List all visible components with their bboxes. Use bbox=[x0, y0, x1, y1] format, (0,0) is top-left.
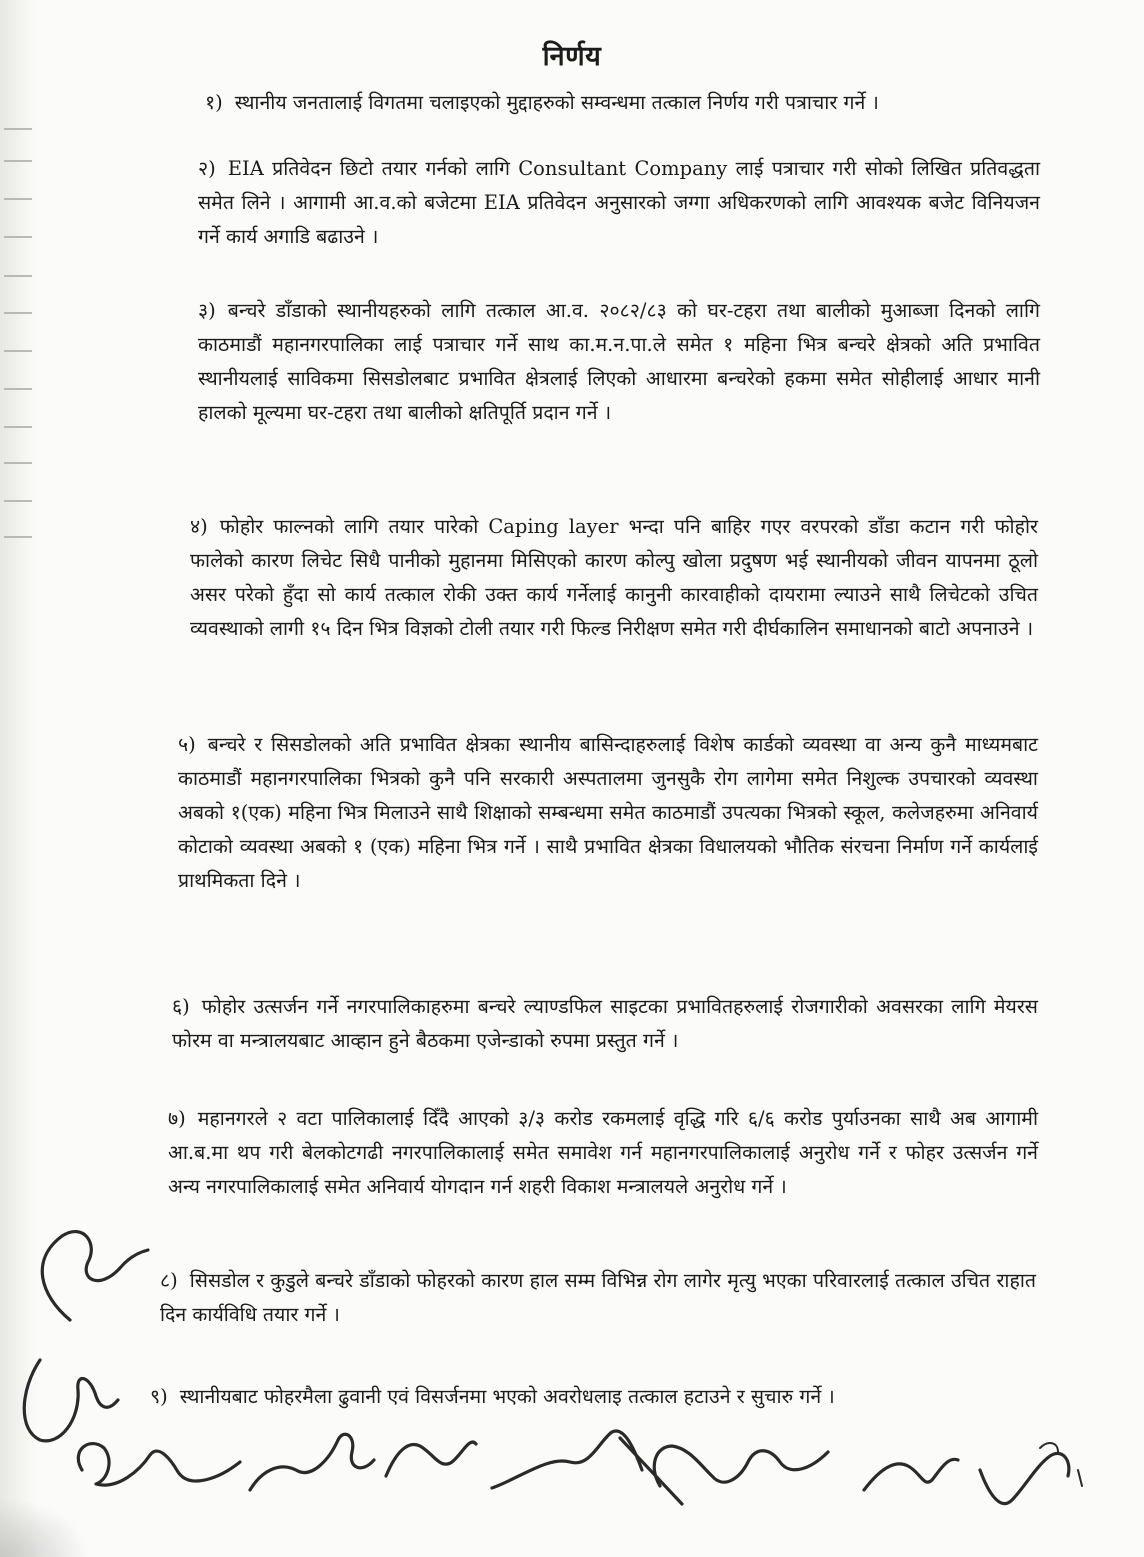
item-number: ६) bbox=[172, 995, 190, 1018]
item-number: ५) bbox=[178, 733, 196, 756]
item-text: सिसडोल र कुडुले बन्चरे डाँडाको फोहरको कारण हाल सम्म विभिन्न रोग लागेर मृत्यु भएका परिवारलाई तत्काल उचित राहात दिन कार्यविधि तयार गर्ने । bbox=[160, 1269, 1036, 1326]
decision-item-1 bbox=[205, 86, 1025, 120]
item-text: बन्चरे डाँडाको स्थानीयहरुको लागि तत्काल आ.व. २०८२/८३ को घर-टहरा तथा बालीको मुआब्जा दिनको लागि काठमाडौं महानगरपालिका लाई पत्राचार गर्ने साथ का.म.न.पा.ले समेत १ महिना भित्र बन्चरे क्षेत्रको अति प्रभावित स्थानीयलाई साविकमा सिसडोलबाट प्रभावित क्षेत्रलाई लिएको आधारमा बन्चरेको हकमा समेत सोहीलाई आधार मानी हालको मूल्यमा घर-टहरा तथा बालीको क्षतिपूर्ति प्रदान गर्ने । bbox=[198, 299, 1040, 424]
signature bbox=[42, 1232, 148, 1320]
signature bbox=[864, 1459, 958, 1490]
signature bbox=[250, 1434, 374, 1490]
signature bbox=[492, 1431, 642, 1488]
edge-mark bbox=[4, 160, 32, 162]
edge-mark bbox=[4, 388, 32, 390]
decision-item-8 bbox=[160, 1264, 1036, 1332]
item-text: फोहोर फाल्नको लागि तयार पारेको Caping layer भन्दा पनि बाहिर गएर वरपरको डाँडा कटान गरी फोहोर फालेको कारण लिचेट सिधै पानीको मुहानमा मिसिएको कारण कोल्पु खोला प्रदुषण भई स्थानीयको जीवन यापनमा ठूलो असर परेको हुँदा सो कार्य तत्काल रोकी उक्त कार्य गर्नेलाई कानुनी कारवाहीको दायरामा ल्याउने साथै लिचेटको उचित व्यवस्थाको लागी १५ दिन भित्र विज्ञको टोली तयार गरी फिल्ड निरीक्षण समेत गरी दीर्घकालिन समाधानको बाटो अपनाउने । bbox=[190, 515, 1038, 640]
item-number: ७) bbox=[168, 1107, 186, 1130]
edge-mark bbox=[4, 275, 32, 277]
edge-mark bbox=[4, 128, 32, 130]
edge-mark bbox=[4, 536, 32, 538]
signature bbox=[386, 1442, 476, 1476]
item-text: महानगरले २ वटा पालिकालाई दिँदै आएको ३/३ करोड रकमलाई वृद्धि गरि ६/६ करोड पुर्याउनका साथै अब आगामी आ.ब.मा थप गरी बेलकोटगढी नगरपालिकालाई समेत समावेश गर्न महानगरपालिकालाई अनुरोध गर्ने र फोहर उत्सर्जन गर्ने अन्य नगरपालिकालाई समेत अनिवार्य योगदान गर्न शहरी विकाश मन्त्रालयले अनुरोध गर्ने । bbox=[168, 1107, 1038, 1198]
signature bbox=[1078, 1470, 1082, 1486]
item-text: EIA प्रतिवेदन छिटो तयार गर्नको लागि Consultant Company लाई पत्राचार गरी सोको लिखित प्रतिवद्धता समेत लिने । आगामी आ.व.को बजेटमा EIA प्रतिवेदन अनुसारको जग्गा अधिकरणको लागि आवश्यक बजेट विनियजन गर्ने कार्य अगाडि बढाउने । bbox=[198, 157, 1040, 248]
decision-item-9 bbox=[150, 1380, 1040, 1414]
edge-mark bbox=[4, 462, 32, 464]
signature bbox=[980, 1453, 1069, 1503]
item-text: फोहोर उत्सर्जन गर्ने नगरपालिकाहरुमा बन्चरे ल्याण्डफिल साइटका प्रभावितहरुलाई रोजगारीको अवसरका लागि मेयरस फोरम वा मन्त्रालयबाट आव्हान हुने बैठकमा एजेन्डाको रुपमा प्रस्तुत गर्ने । bbox=[172, 995, 1038, 1052]
edge-mark bbox=[4, 198, 32, 200]
decision-item-4 bbox=[190, 510, 1038, 646]
signature bbox=[24, 1360, 118, 1441]
decision-item-3 bbox=[198, 294, 1040, 430]
item-number: ८) bbox=[160, 1269, 178, 1292]
decision-item-5 bbox=[178, 728, 1038, 898]
signature bbox=[654, 1446, 828, 1486]
scan-left-edge bbox=[0, 0, 38, 1557]
item-text: बन्चरे र सिसडोलको अति प्रभावित क्षेत्रका स्थानीय बासिन्दाहरुलाई विशेष कार्डको व्यवस्था वा अन्य कुनै माध्यमबाट काठमाडौं महानगरपालिका भित्रको कुनै पनि सरकारी अस्पतालमा जुनसुकै रोग लागेमा समेत निशुल्क उपचारको व्यवस्था अबको १(एक) महिना भित्र मिलाउने साथै शिक्षाको सम्बन्धमा समेत काठमाडौं उपत्यका भित्रको स्कूल, कलेजहरुमा अनिवार्य कोटाको व्यवस्था अबको १ (एक) महिना भित्र गर्ने । साथै प्रभावित क्षेत्रका विधालयको भौतिक संरचना निर्माण गर्ने कार्यलाई प्राथमिकता दिने । bbox=[178, 733, 1038, 892]
document-title: निर्णय bbox=[542, 41, 602, 72]
edge-mark bbox=[4, 236, 32, 238]
edge-mark bbox=[4, 312, 32, 314]
item-number: ९) bbox=[150, 1385, 168, 1408]
edge-mark bbox=[4, 350, 32, 352]
decision-item-6 bbox=[172, 990, 1038, 1058]
signature bbox=[620, 1438, 682, 1504]
decision-item-7 bbox=[168, 1102, 1038, 1204]
edge-mark bbox=[4, 500, 32, 502]
signature bbox=[1040, 1443, 1058, 1452]
item-number: ४) bbox=[190, 515, 208, 538]
signature bbox=[78, 1444, 240, 1486]
item-number: १) bbox=[205, 91, 223, 114]
scan-corner-shadow bbox=[0, 1497, 90, 1557]
item-text: स्थानीयबाट फोहरमैला ढुवानी एवं विसर्जनमा भएको अवरोधलाइ तत्काल हटाउने र सुचारु गर्ने । bbox=[179, 1385, 835, 1408]
item-number: २) bbox=[198, 157, 216, 180]
decision-item-2 bbox=[198, 152, 1040, 254]
item-text: स्थानीय जनतालाई विगतमा चलाइएको मुद्दाहरुको सम्वन्धमा तत्काल निर्णय गरी पत्राचार गर्ने । bbox=[234, 91, 879, 114]
edge-mark bbox=[4, 426, 32, 428]
item-number: ३) bbox=[198, 299, 216, 322]
